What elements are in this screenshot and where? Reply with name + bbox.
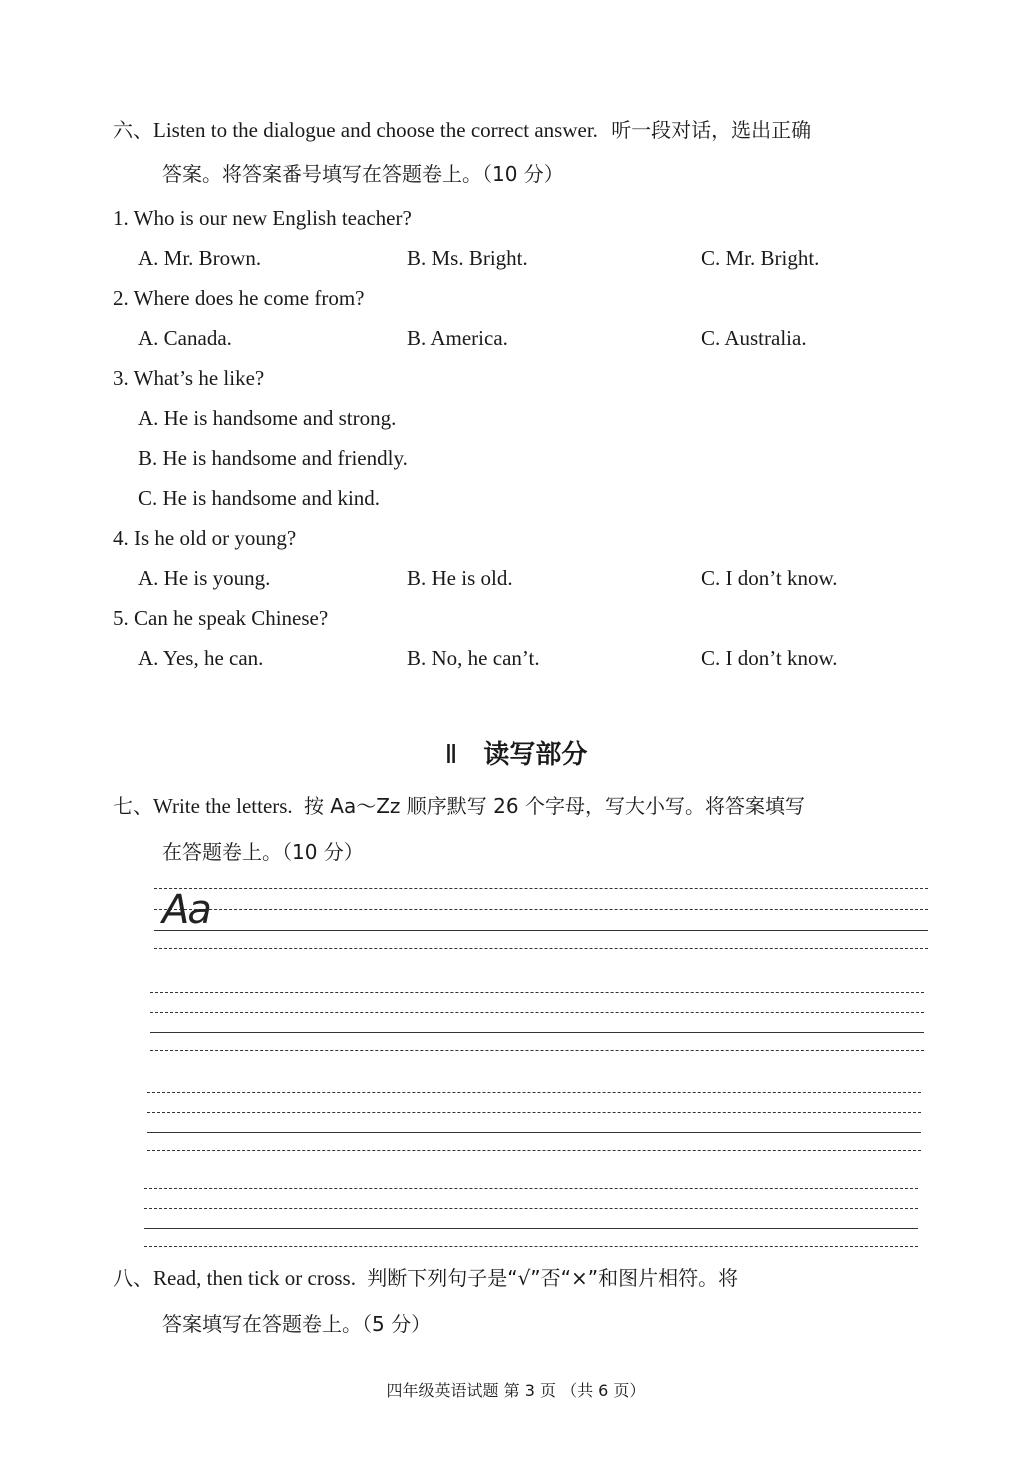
question-2: 2. Where does he come from? [113,286,365,310]
dashed-line [147,1092,921,1093]
q2-option-a: A. Canada. [138,326,232,350]
sample-letters: Aa [162,887,210,933]
baseline [154,930,928,931]
q2-option-c: C. Australia. [701,326,807,350]
q3-option-c: C. He is handsome and kind. [138,486,381,510]
q3-option-a: A. He is handsome and strong. [138,406,397,430]
section7-title-cn-cont: 在答题卷上。（10 分） [162,840,364,864]
page-footer: 四年级英语试题 第 3 页 （共 6 页） [386,1381,646,1400]
dashed-line [154,888,928,889]
section7-title-en: Write the letters. [153,794,293,818]
section8-title-cn: 判断下列句子是“√”否“×”和图片相符。将 [367,1266,739,1290]
section6-number: 六、 [113,118,153,142]
dashed-line [154,948,928,949]
dashed-line [147,1150,921,1151]
handwriting-lines-1 [154,888,928,952]
q4-option-c: C. I don’t know. [701,566,838,590]
dashed-line [150,1012,924,1013]
q5-option-a: A. Yes, he can. [138,646,264,670]
part-title-text: 读写部分 [483,740,588,770]
section8-title-cn-cont: 答案填写在答题卷上。（5 分） [162,1312,432,1336]
section6-title-cn: 听一段对话，选出正确 [611,118,812,142]
dashed-line [150,1050,924,1051]
q4-option-b: B. He is old. [407,566,513,590]
dashed-line [147,1112,921,1113]
handwriting-lines-4 [144,1188,918,1252]
dashed-line [150,992,924,993]
baseline [144,1228,918,1229]
baseline [147,1132,921,1133]
q1-option-c: C. Mr. Bright. [701,246,820,270]
section7-title-cn: 按 Aa～Zz 顺序默写 26 个字母，写大小写。将答案填写 [303,794,805,818]
handwriting-lines-3 [147,1092,921,1156]
section8-title-en: Read, then tick or cross. [153,1266,356,1290]
section6-heading [113,116,811,144]
section7-number: 七、 [113,794,153,818]
section6-title-cn-cont: 答案。将答案番号填写在答题卷上。（10 分） [162,162,564,186]
part-title [0,738,1032,772]
question-1: 1. Who is our new English teacher? [113,206,412,230]
question-3: 3. What’s he like? [113,366,265,390]
q5-option-b: B. No, he can’t. [407,646,540,670]
question-4: 4. Is he old or young? [113,526,297,550]
dashed-line [144,1188,918,1189]
section7-heading [113,792,805,820]
dashed-line [144,1208,918,1209]
dashed-line [144,1246,918,1247]
baseline [150,1032,924,1033]
section8-number: 八、 [113,1266,153,1290]
section8-heading [113,1264,738,1292]
q1-option-b: B. Ms. Bright. [407,246,528,270]
dashed-line [154,909,928,910]
q3-option-b: B. He is handsome and friendly. [138,446,408,470]
handwriting-lines-2 [150,992,924,1056]
q4-option-a: A. He is young. [138,566,271,590]
section6-title-en: Listen to the dialogue and choose the correct answer. [153,118,598,142]
q1-option-a: A. Mr. Brown. [138,246,262,270]
question-5: 5. Can he speak Chinese? [113,606,329,630]
part-roman-numeral: Ⅱ [444,740,458,769]
q5-option-c: C. I don’t know. [701,646,838,670]
q2-option-b: B. America. [407,326,508,350]
